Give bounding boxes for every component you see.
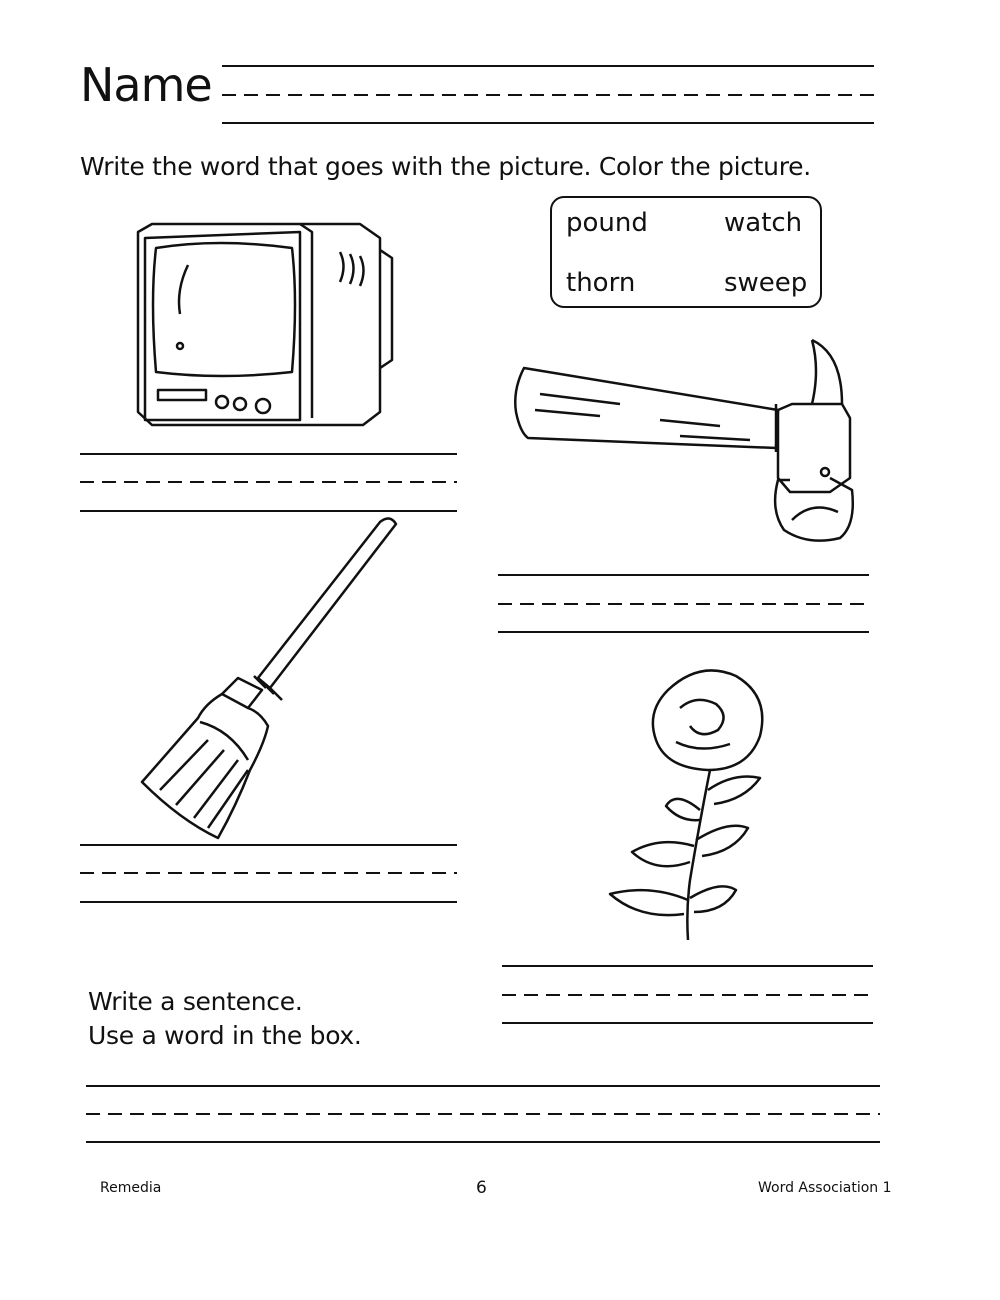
- sentence-prompt-line2: Use a word in the box.: [88, 1021, 362, 1050]
- word-box-word: pound: [566, 208, 648, 238]
- word-box-word: sweep: [724, 268, 808, 298]
- sentence-writing-line[interactable]: [86, 1086, 880, 1142]
- name-writing-line[interactable]: [222, 66, 874, 123]
- rose-icon: [610, 670, 762, 940]
- word-box-word: thorn: [566, 268, 636, 298]
- tv-answer-line[interactable]: [80, 454, 457, 511]
- hammer-icon: [515, 340, 853, 541]
- footer-series-title: Word Association 1: [758, 1180, 892, 1196]
- hammer-answer-line[interactable]: [498, 575, 869, 632]
- sentence-prompt: [88, 985, 362, 1053]
- footer-page-number: 6: [476, 1178, 487, 1198]
- rose-answer-line[interactable]: [502, 966, 873, 1023]
- instructions: Write the word that goes with the picture. Color the picture.: [80, 152, 811, 181]
- sentence-prompt-line1: Write a sentence.: [88, 987, 303, 1016]
- television-icon: [138, 224, 392, 425]
- name-label: Name: [80, 58, 212, 112]
- word-box-word: watch: [724, 208, 803, 238]
- footer-publisher: Remedia: [100, 1180, 162, 1196]
- broom-answer-line[interactable]: [80, 845, 457, 902]
- broom-icon: [142, 518, 396, 838]
